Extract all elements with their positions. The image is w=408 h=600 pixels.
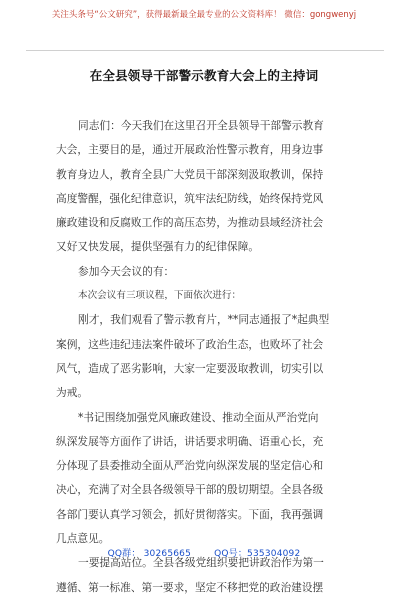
- footer-contact: [0, 546, 408, 559]
- document-title: 在全县领导干部警示教育大会上的主持词: [89, 68, 319, 83]
- body-line: 几点意见。: [56, 532, 110, 546]
- body-line: *书记围绕加强党风廉政建设、推动全面从严治党向: [78, 410, 319, 424]
- body-line: 教育身边人，教育全县广大党员干部深刻汲取教训，保持: [56, 167, 324, 181]
- document-body: [56, 114, 352, 600]
- body-line: 风气，造成了恶劣影响，大家一定要汲取教训，切实引以: [56, 361, 324, 375]
- body-line: 一要提高站位。全县各级党组织要把讲政治作为第一: [78, 556, 324, 570]
- body-line: 为戒。: [56, 386, 89, 400]
- body-line: 又好又快发展，提供坚强有力的纪律保障。: [56, 240, 260, 254]
- body-line: 案例，这些违纪违法案件破坏了政治生态，也败坏了社会: [56, 337, 324, 351]
- body-line: 大会，主要目的是，通过开展政治性警示教育，用身边事: [56, 143, 324, 157]
- body-line: 分体现了县委推动全面从严治党向纵深发展的坚定信心和: [56, 459, 324, 473]
- body-line: 刚才，我们观看了警示教育片，**同志通报了*起典型: [78, 313, 330, 327]
- footer-qq-number: QQ号：535304092: [214, 549, 301, 559]
- body-line: 各部门要认真学习领会，抓好贯彻落实。下面，我再强调: [56, 507, 324, 521]
- footer-qq-group: QQ群： 30265665: [107, 549, 192, 559]
- body-line: 同志们：今天我们在这里召开全县领导干部警示教育: [78, 119, 324, 132]
- body-line: 参加今天会议的有：: [78, 264, 175, 278]
- body-line: 廉政建设和反腐败工作的高压态势，为推动县域经济社会: [56, 216, 324, 230]
- header-divider: [26, 50, 384, 51]
- body-line: 遵循、第一标准、第一要求，坚定不移把党的政治建设摆: [56, 580, 324, 594]
- body-line: 本次会议有三项议程，下面依次进行：: [78, 290, 242, 302]
- body-line: 决心，充满了对全县各级领导干部的殷切期望。全县各级: [56, 483, 324, 497]
- body-line: 高度警醒，强化纪律意识，筑牢法纪防线，始终保持党风: [56, 191, 324, 205]
- header-note: 关注头条号“公文研究”，获得最新最全最专业的公文资料库！ 微信：gongwenyj: [51, 10, 357, 20]
- body-line: 纵深发展等方面作了讲话，讲话要求明确、语重心长，充: [56, 434, 324, 448]
